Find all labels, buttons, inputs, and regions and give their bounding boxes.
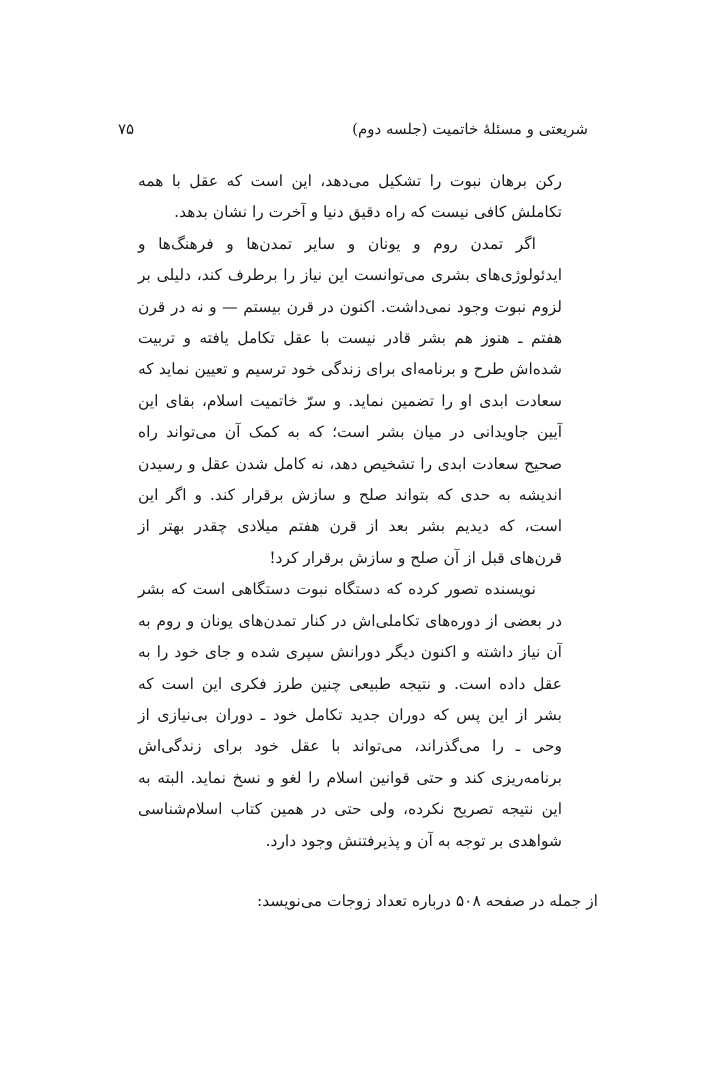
quote-intro: از جمله در صفحه ۵۰۸ درباره تعداد زوجات می‌نویسد: [257, 892, 598, 910]
running-title: شریعتی و مسئلهٔ خاتمیت (جلسه دوم) [352, 120, 588, 138]
paragraph-1: رکن برهان نبوت را تشکیل می‌دهد، این است که عقل با همه تکاملش کافی نیست که راه دقیق دنیا و آخرت را نشان بدهد. [138, 172, 562, 222]
page-header [118, 120, 588, 144]
page-number: ۷۵ [118, 120, 135, 138]
paragraph-3: نویسنده تصور کرده که دستگاه نبوت دستگاهی است که بشر در بعضی از دوره‌های تکاملی‌اش در کنار تمدن‌های یونان و روم به آن نیاز داشته و اکنون دیگر دورانش سپری شده و جای خود را به عقل داده است. و نتیجه طبیعی چنین طرز فکری این است که بشر از این پس که دوران جدید تکامل خود ـ دوران بی‌نیازی از وحی ـ را می‌گذراند، می‌تواند با عقل خود برای زندگی‌اش برنامه‌ریزی کند و حتی قوانین اسلام را لغو و نسخ نماید. البته به این نتیجه تصریح نکرده، ولی حتی در همین کتاب اسلام‌شناسی شواهدی بر توجه به آن و پذیرفتنش وجود دارد. [138, 580, 562, 850]
body-text [138, 166, 562, 857]
paragraph-2: اگر تمدن روم و یونان و سایر تمدن‌ها و فرهنگ‌ها و ایدئولوژی‌های بشری می‌توانست این نیاز را برطرف کند، دلیلی بر لزوم نبوت وجود نمی‌داشت. اکنون در قرن بیستم — و نه در قرن هفتم ـ هنوز هم بشر قادر نیست با عقل تکامل یافته و تربیت شده‌اش طرح و برنامه‌ای برای زندگی خود ترسیم و تعیین نماید که سعادت ابدی او را تضمین نماید. و سرّ خاتمیت اسلام، بقای این آیین جاویدانی در میان بشر است؛ که به کمک آن می‌تواند راه صحیح سعادت ابدی را تشخیص دهد، نه کامل شدن عقل و رسیدن اندیشه به حدی که بتواند صلح و سازش برقرار کند. و اگر این است، که دیدیم بشر بعد از قرن هفتم میلادی چقدر بهتر از قرن‌های قبل از آن صلح و سازش برقرار کرد! [138, 234, 562, 567]
